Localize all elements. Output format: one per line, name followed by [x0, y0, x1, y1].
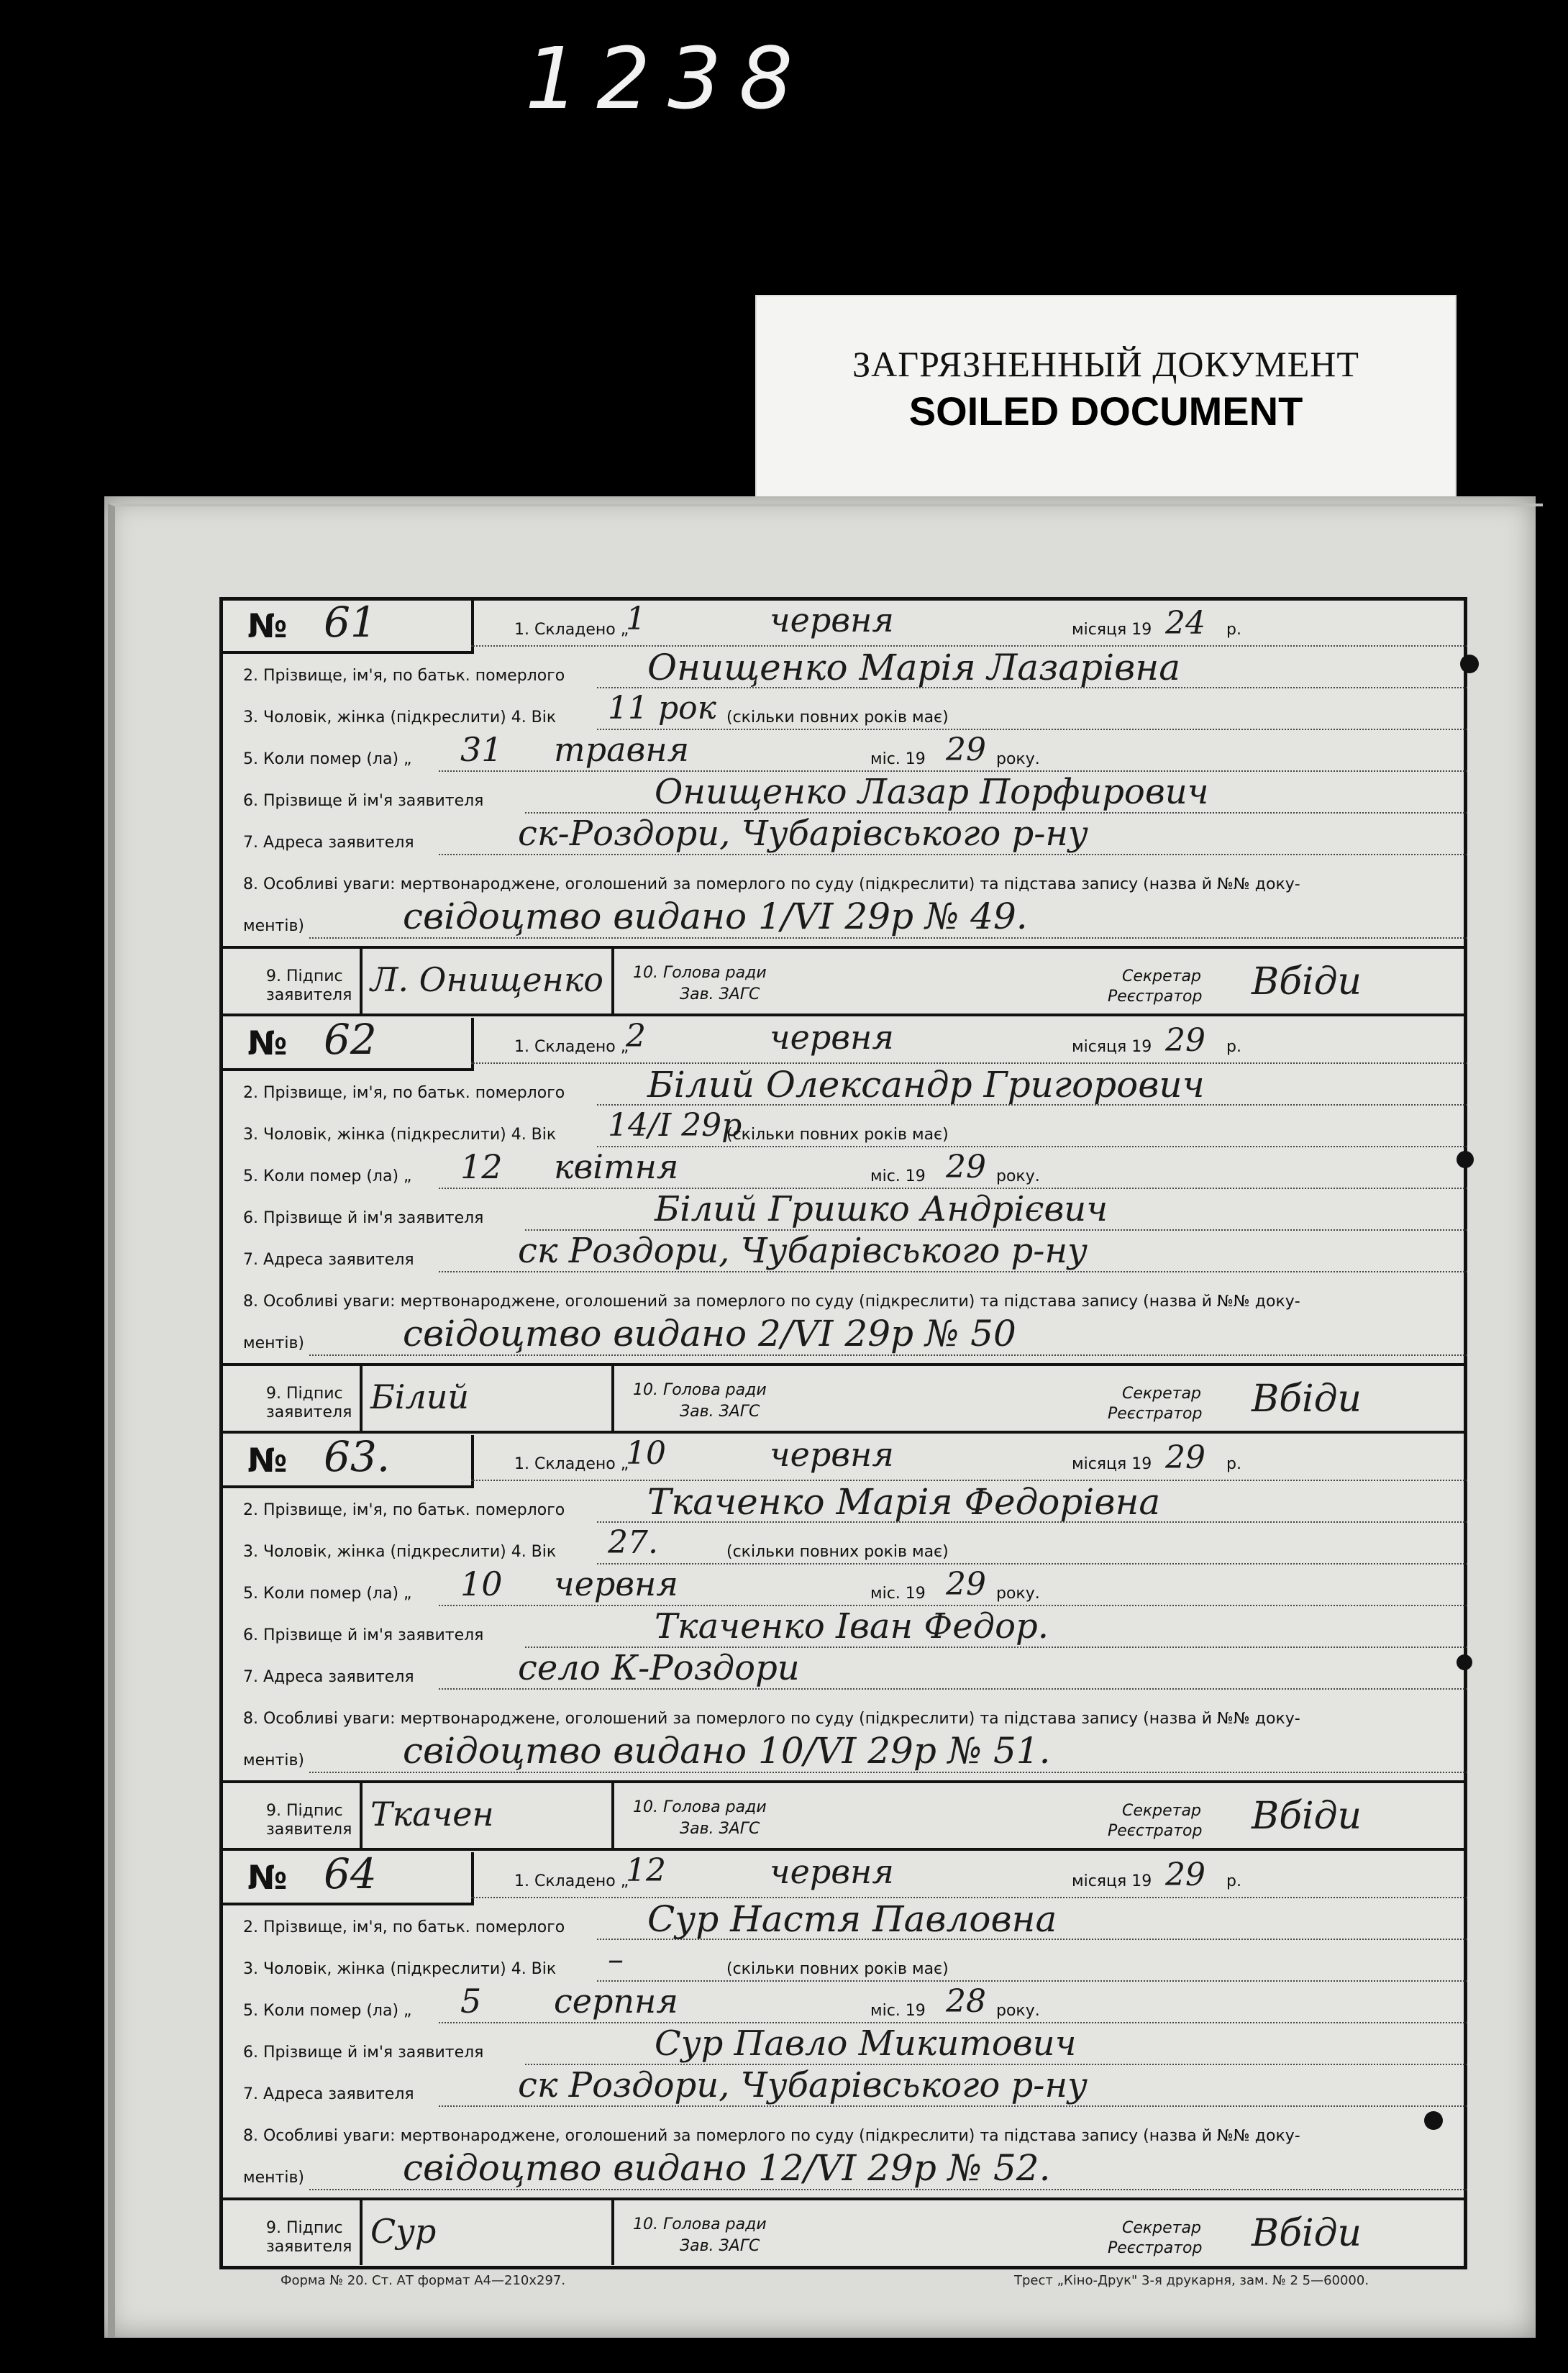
- month-year-label: місяця 19: [1072, 1455, 1152, 1473]
- entry-number: 64: [324, 1849, 377, 1898]
- signature-row-border: [223, 2197, 1464, 2200]
- secretary-signature: Вбіди: [1252, 1795, 1362, 1838]
- year-suffix: р.: [1226, 1455, 1241, 1473]
- composed-day: 2: [626, 1018, 646, 1055]
- dotted-line: [597, 1146, 1467, 1147]
- composed-label: 1. Складено „: [514, 1455, 629, 1473]
- notes-label: 8. Особливі уваги: мертвонароджене, оголошений за померлого по суду (підкреслити) та підстава запису (назва й №№ доку-: [243, 2127, 1300, 2145]
- death-year: 29: [946, 732, 986, 768]
- died-label: 5. Коли помер (ла) „: [243, 1585, 412, 1603]
- age: –: [608, 1941, 624, 1978]
- composed-month: червня: [770, 601, 894, 639]
- entry-number: 63.: [324, 1432, 391, 1481]
- dotted-line: [597, 1980, 1467, 1982]
- address-label: 7. Адреса заявителя: [243, 1668, 414, 1686]
- notes-text: свідоцтво видано 10/VI 29р № 51.: [403, 1730, 1051, 1772]
- notes-label: 8. Особливі уваги: мертвонароджене, оголошений за померлого по суду (підкреслити) та підстава запису (назва й №№ доку-: [243, 1710, 1300, 1728]
- secretary-label: Секретар: [1122, 2219, 1201, 2237]
- column-separator: [611, 2199, 614, 2265]
- composed-label: 1. Складено „: [514, 1038, 629, 1056]
- applicant-label: 6. Прізвище й ім'я заявителя: [243, 792, 484, 810]
- age-note: (скільки повних років має): [726, 1960, 949, 1978]
- register-entry: [223, 1849, 1464, 2268]
- death-year: 28: [946, 1983, 986, 2020]
- register-entry: [223, 598, 1464, 1016]
- entry-number: 62: [324, 1015, 377, 1064]
- footer-form-info: Форма № 20. Ст. АТ формат А4—210x297.: [281, 2273, 566, 2288]
- died-label: 5. Коли помер (ла) „: [243, 750, 412, 768]
- notes-text: свідоцтво видано 2/VI 29р № 50: [403, 1313, 1016, 1354]
- death-day: 31: [460, 730, 503, 769]
- head-label: 10. Голова ради: [633, 1798, 767, 1816]
- roku-label: року.: [996, 2002, 1040, 2020]
- deceased-name: Білий Олександр Григорович: [647, 1064, 1205, 1106]
- number-sign: №: [247, 606, 288, 645]
- secretary-signature: Вбіди: [1252, 960, 1362, 1003]
- address-label: 7. Адреса заявителя: [243, 1251, 414, 1269]
- composed-year: 24: [1165, 605, 1205, 642]
- applicant-name: Онищенко Лазар Порфирович: [655, 772, 1209, 812]
- deceased-name: Ткаченко Марія Федорівна: [647, 1481, 1161, 1523]
- applicant-address: село К-Роздори: [518, 1648, 800, 1688]
- gender-age-label: 3. Чоловік, жінка (підкреслити) 4. Вік: [243, 709, 557, 727]
- sign-label-1: 9. Підпис: [266, 1385, 343, 1403]
- applicant-address: ск Роздори, Чубарівського р-ну: [518, 2065, 1088, 2105]
- applicant-signature: Білий: [370, 1377, 470, 1416]
- dotted-line: [597, 1521, 1467, 1523]
- death-month: травня: [554, 730, 690, 769]
- number-sign: №: [247, 1441, 288, 1480]
- address-label: 7. Адреса заявителя: [243, 2085, 414, 2103]
- secretary-signature: Вбіди: [1252, 1377, 1362, 1421]
- column-separator: [611, 1782, 614, 1848]
- footer-printer-info: Трест „Кіно-Друк" 3-я друкарня, зам. № 2 5—60000.: [1014, 2273, 1369, 2288]
- dotted-line: [597, 1939, 1467, 1940]
- applicant-signature: Сур: [370, 2212, 437, 2251]
- deceased-name: Онищенко Марія Лазарівна: [647, 647, 1181, 688]
- address-label: 7. Адреса заявителя: [243, 834, 414, 852]
- death-day: 5: [460, 1982, 482, 2021]
- dotted-line: [597, 1104, 1467, 1106]
- died-label: 5. Коли помер (ла) „: [243, 1167, 412, 1185]
- sign-label-1: 9. Підпис: [266, 2219, 343, 2237]
- dotted-line: [309, 1772, 1467, 1773]
- composed-month: червня: [770, 1018, 894, 1057]
- sign-label-1: 9. Підпис: [266, 967, 343, 985]
- deceased-name: Сур Настя Павловна: [647, 1898, 1057, 1940]
- notes-text: свідоцтво видано 1/VI 29р № 49.: [403, 896, 1028, 937]
- signature-row-border: [223, 1780, 1464, 1783]
- applicant-name: Сур Павло Микитович: [655, 2023, 1077, 2064]
- label-en: SOILED DOCUMENT: [908, 388, 1303, 434]
- dotted-line: [309, 937, 1467, 939]
- death-year: 29: [946, 1149, 986, 1185]
- zags-label: Зав. ЗАГС: [680, 1403, 760, 1421]
- sign-label-1: 9. Підпис: [266, 1802, 343, 1820]
- roku-label: року.: [996, 1167, 1040, 1185]
- number-sign: №: [247, 1858, 288, 1897]
- zags-label: Зав. ЗАГС: [680, 2237, 760, 2255]
- notes-label: 8. Особливі уваги: мертвонароджене, оголошений за померлого по суду (підкреслити) та підстава запису (назва й №№ доку-: [243, 1293, 1300, 1311]
- notes-cont-label: ментів): [243, 1334, 304, 1352]
- number-sign: №: [247, 1024, 288, 1062]
- secretary-label: Секретар: [1122, 967, 1201, 985]
- registrar-label: Реєстратор: [1108, 1822, 1203, 1840]
- dotted-line: [309, 1354, 1467, 1356]
- death-month: квітня: [554, 1147, 679, 1186]
- soiled-document-label: [755, 295, 1457, 504]
- deceased-label: 2. Прізвище, ім'я, по батьк. померлого: [243, 1918, 565, 1936]
- entry-number-box: [223, 1432, 474, 1488]
- year-suffix: р.: [1226, 1872, 1241, 1890]
- punch-hole: [1460, 655, 1479, 673]
- age: 27.: [608, 1524, 658, 1561]
- age-note: (скільки повних років має): [726, 1543, 949, 1561]
- label-ru: ЗАГРЯЗНЕННЫЙ ДОКУМЕНТ: [852, 344, 1359, 384]
- column-separator: [611, 947, 614, 1014]
- signature-row-border: [223, 946, 1464, 949]
- sign-label-2: заявителя: [266, 1403, 352, 1421]
- sign-label-2: заявителя: [266, 2238, 352, 2256]
- registrar-label: Реєстратор: [1108, 1405, 1203, 1423]
- composed-day: 10: [626, 1435, 666, 1472]
- head-label: 10. Голова ради: [633, 2215, 767, 2233]
- zags-label: Зав. ЗАГС: [680, 1820, 760, 1838]
- roku-label: року.: [996, 750, 1040, 768]
- applicant-name: Ткаченко Іван Федор.: [655, 1606, 1049, 1646]
- notes-cont-label: ментів): [243, 917, 304, 935]
- entry-number-box: [223, 1849, 474, 1905]
- composed-year: 29: [1165, 1439, 1205, 1476]
- year-suffix: р.: [1226, 1038, 1241, 1056]
- dotted-line: [597, 687, 1467, 688]
- notes-label: 8. Особливі уваги: мертвонароджене, оголошений за померлого по суду (підкреслити) та підстава запису (назва й №№ доку-: [243, 875, 1300, 893]
- dotted-line: [597, 1563, 1467, 1564]
- composed-day: 12: [626, 1852, 666, 1889]
- composed-label: 1. Складено „: [514, 1872, 629, 1890]
- column-separator: [360, 947, 363, 1014]
- head-label: 10. Голова ради: [633, 964, 767, 982]
- deceased-label: 2. Прізвище, ім'я, по батьк. померлого: [243, 1084, 565, 1102]
- death-month: серпня: [554, 1982, 678, 2021]
- archive-number: 1238: [525, 29, 811, 128]
- notes-text: свідоцтво видано 12/VI 29р № 52.: [403, 2147, 1051, 2189]
- composed-day: 1: [626, 601, 646, 637]
- entry-number: 61: [324, 598, 377, 647]
- column-separator: [360, 1782, 363, 1848]
- deceased-label: 2. Прізвище, ім'я, по батьк. померлого: [243, 667, 565, 685]
- zags-label: Зав. ЗАГС: [680, 985, 760, 1003]
- age-note: (скільки повних років має): [726, 709, 949, 727]
- age: 14/I 29р: [608, 1107, 742, 1144]
- applicant-label: 6. Прізвище й ім'я заявителя: [243, 1209, 484, 1227]
- entry-number-box: [223, 1015, 474, 1071]
- applicant-address: ск Роздори, Чубарівського р-ну: [518, 1231, 1088, 1271]
- composed-month: червня: [770, 1435, 894, 1474]
- applicant-signature: Л. Онищенко: [370, 960, 603, 999]
- dotted-line: [439, 854, 1467, 855]
- column-separator: [360, 2199, 363, 2265]
- death-day: 10: [460, 1564, 503, 1603]
- month-year-label: місяця 19: [1072, 1038, 1152, 1056]
- dotted-line: [439, 1271, 1467, 1272]
- composed-year: 29: [1165, 1022, 1205, 1059]
- applicant-signature: Ткачен: [370, 1795, 494, 1834]
- composed-month: червня: [770, 1852, 894, 1891]
- dotted-line: [597, 729, 1467, 730]
- dotted-line: [439, 1688, 1467, 1690]
- mis-label: міс. 19: [870, 750, 926, 768]
- column-separator: [611, 1365, 614, 1431]
- sign-label-2: заявителя: [266, 986, 352, 1004]
- death-month: червня: [554, 1564, 678, 1603]
- death-day: 12: [460, 1147, 503, 1186]
- signature-row-border: [223, 1363, 1464, 1366]
- applicant-label: 6. Прізвище й ім'я заявителя: [243, 1626, 484, 1644]
- dotted-line: [309, 2189, 1467, 2190]
- sign-label-2: заявителя: [266, 1821, 352, 1839]
- registrar-label: Реєстратор: [1108, 2239, 1203, 2257]
- applicant-label: 6. Прізвище й ім'я заявителя: [243, 2044, 484, 2062]
- mis-label: міс. 19: [870, 1167, 926, 1185]
- entry-number-box: [223, 598, 474, 654]
- gender-age-label: 3. Чоловік, жінка (підкреслити) 4. Вік: [243, 1543, 557, 1561]
- year-suffix: р.: [1226, 621, 1241, 639]
- age-note: (скільки повних років має): [726, 1126, 949, 1144]
- head-label: 10. Голова ради: [633, 1381, 767, 1399]
- deceased-label: 2. Прізвище, ім'я, по батьк. померлого: [243, 1501, 565, 1519]
- month-year-label: місяця 19: [1072, 1872, 1152, 1890]
- punch-hole: [1457, 1151, 1474, 1168]
- punch-hole: [1424, 2111, 1443, 2130]
- died-label: 5. Коли помер (ла) „: [243, 2002, 412, 2020]
- register-entry: [223, 1432, 1464, 1851]
- secretary-signature: Вбіди: [1252, 2212, 1362, 2255]
- gender-age-label: 3. Чоловік, жінка (підкреслити) 4. Вік: [243, 1126, 557, 1144]
- death-register-form: [219, 597, 1467, 2269]
- roku-label: року.: [996, 1585, 1040, 1603]
- composed-year: 29: [1165, 1857, 1205, 1893]
- registrar-label: Реєстратор: [1108, 988, 1203, 1006]
- notes-cont-label: ментів): [243, 1752, 304, 1769]
- notes-cont-label: ментів): [243, 2169, 304, 2187]
- death-year: 29: [946, 1566, 986, 1603]
- secretary-label: Секретар: [1122, 1802, 1201, 1820]
- mis-label: міс. 19: [870, 1585, 926, 1603]
- column-separator: [360, 1365, 363, 1431]
- month-year-label: місяця 19: [1072, 621, 1152, 639]
- secretary-label: Секретар: [1122, 1385, 1201, 1403]
- punch-hole: [1457, 1654, 1472, 1670]
- mis-label: міс. 19: [870, 2002, 926, 2020]
- age: 11 рок: [608, 690, 716, 727]
- gender-age-label: 3. Чоловік, жінка (підкреслити) 4. Вік: [243, 1960, 557, 1978]
- register-entry: [223, 1015, 1464, 1434]
- applicant-address: ск-Роздори, Чубарівського р-ну: [518, 814, 1088, 854]
- composed-label: 1. Складено „: [514, 621, 629, 639]
- applicant-name: Білий Гришко Андрієвич: [655, 1189, 1108, 1229]
- dotted-line: [439, 2105, 1467, 2107]
